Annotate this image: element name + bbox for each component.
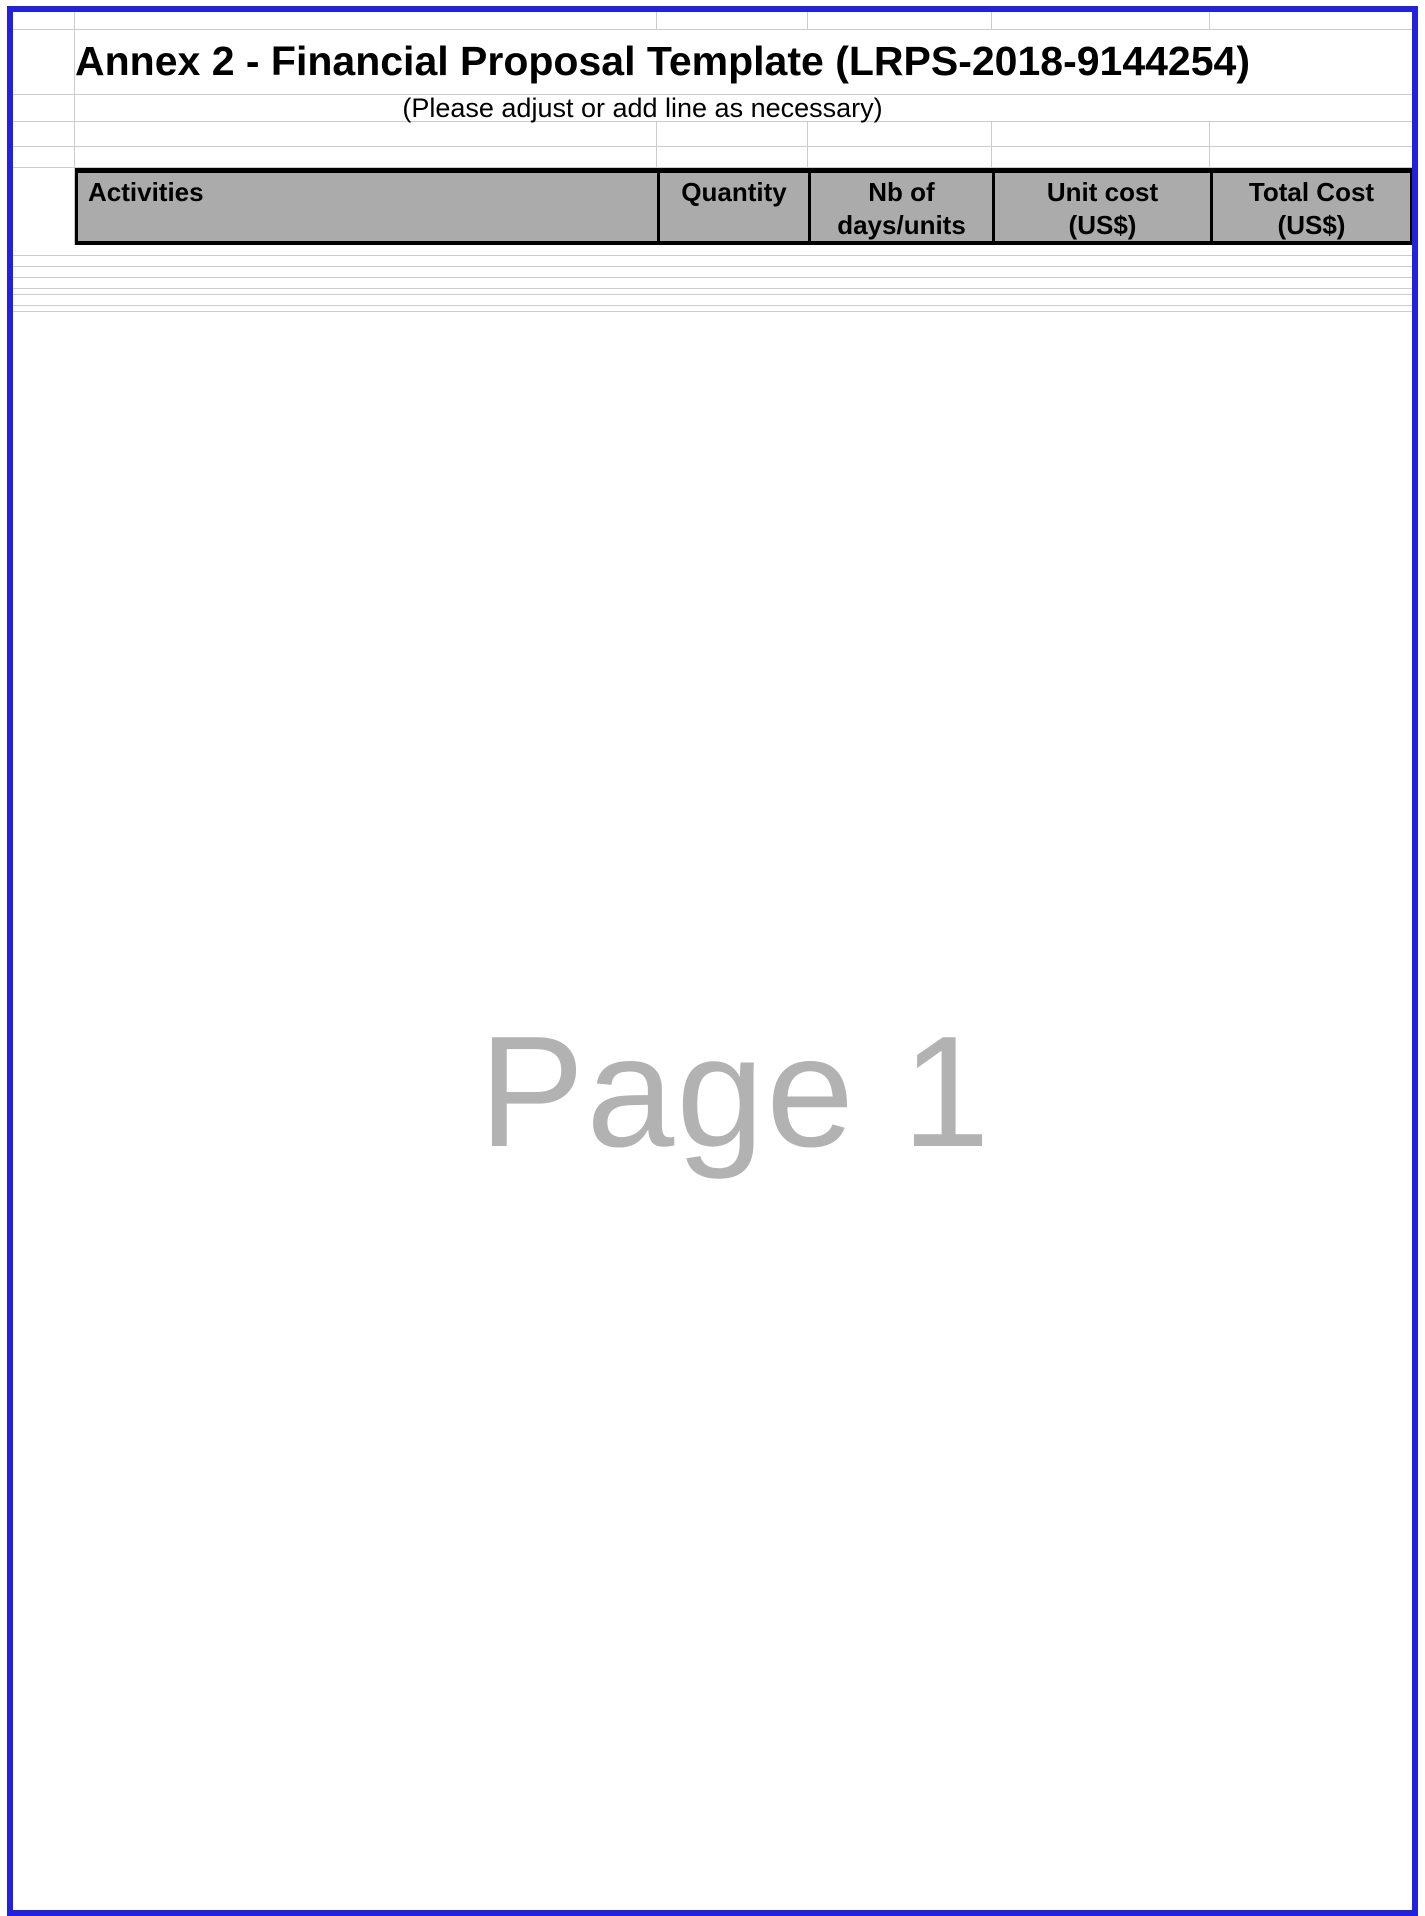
spreadsheet-page xyxy=(13,12,1415,1180)
column-header-total-cost xyxy=(1213,173,1413,242)
grid-cell xyxy=(1210,147,1413,167)
grid-spacer-row xyxy=(13,267,1413,278)
grid-cell xyxy=(657,122,808,146)
row-number-cell xyxy=(13,122,75,146)
grid-cell xyxy=(75,12,657,29)
title-row xyxy=(13,30,1413,95)
row-number-cell xyxy=(13,95,75,121)
row-number-cell xyxy=(13,168,75,245)
grid-cell xyxy=(1210,122,1413,146)
grid-cell xyxy=(992,147,1210,167)
grid-spacer-row xyxy=(13,306,1413,312)
subtitle-row xyxy=(13,95,1413,122)
grid-cell xyxy=(808,122,992,146)
table-body xyxy=(13,245,1415,312)
column-header-unit-cost xyxy=(995,173,1213,242)
column-header-line: Unit cost xyxy=(1046,177,1159,207)
table-header-row xyxy=(13,168,1413,245)
column-header-line: (US$) xyxy=(1068,210,1137,240)
grid-cell xyxy=(657,147,808,167)
grid-spacer-row xyxy=(13,256,1413,267)
page-subtitle: (Please adjust or add line as necessary) xyxy=(402,93,883,123)
grid-cell xyxy=(1210,30,1413,94)
column-header-activities: Activities xyxy=(78,173,660,242)
column-header-quantity: Quantity xyxy=(660,173,811,242)
sheet-blank-row xyxy=(13,147,1413,168)
sheet-blank-row xyxy=(13,122,1413,147)
column-header-days xyxy=(811,173,995,242)
grid-cell xyxy=(1210,95,1413,122)
grid-cell xyxy=(808,12,992,29)
page-watermark: Page 1 xyxy=(479,1004,992,1180)
grid-cell xyxy=(992,122,1210,146)
grid-cell xyxy=(75,147,657,167)
grid-cell xyxy=(75,122,657,146)
grid-cell xyxy=(1210,12,1413,29)
grid-cell xyxy=(992,12,1210,29)
grid-spacer-row xyxy=(13,278,1413,289)
grid-spacer-row xyxy=(13,295,1413,306)
column-header-line: days/units xyxy=(837,210,966,240)
column-header-line: Total Cost xyxy=(1248,177,1375,207)
row-number-cell xyxy=(13,12,75,29)
grid-cell xyxy=(808,147,992,167)
grid-spacer-row xyxy=(13,245,1413,256)
sheet-blank-row xyxy=(13,12,1413,30)
column-header-line: Nb of xyxy=(868,177,935,207)
grid-cell xyxy=(657,12,808,29)
row-number-cell xyxy=(13,30,75,94)
row-number-cell xyxy=(13,147,75,167)
page-title: Annex 2 - Financial Proposal Template (LRPS-2018-9144254) xyxy=(75,38,1250,84)
column-header-line: (US$) xyxy=(1277,210,1346,240)
